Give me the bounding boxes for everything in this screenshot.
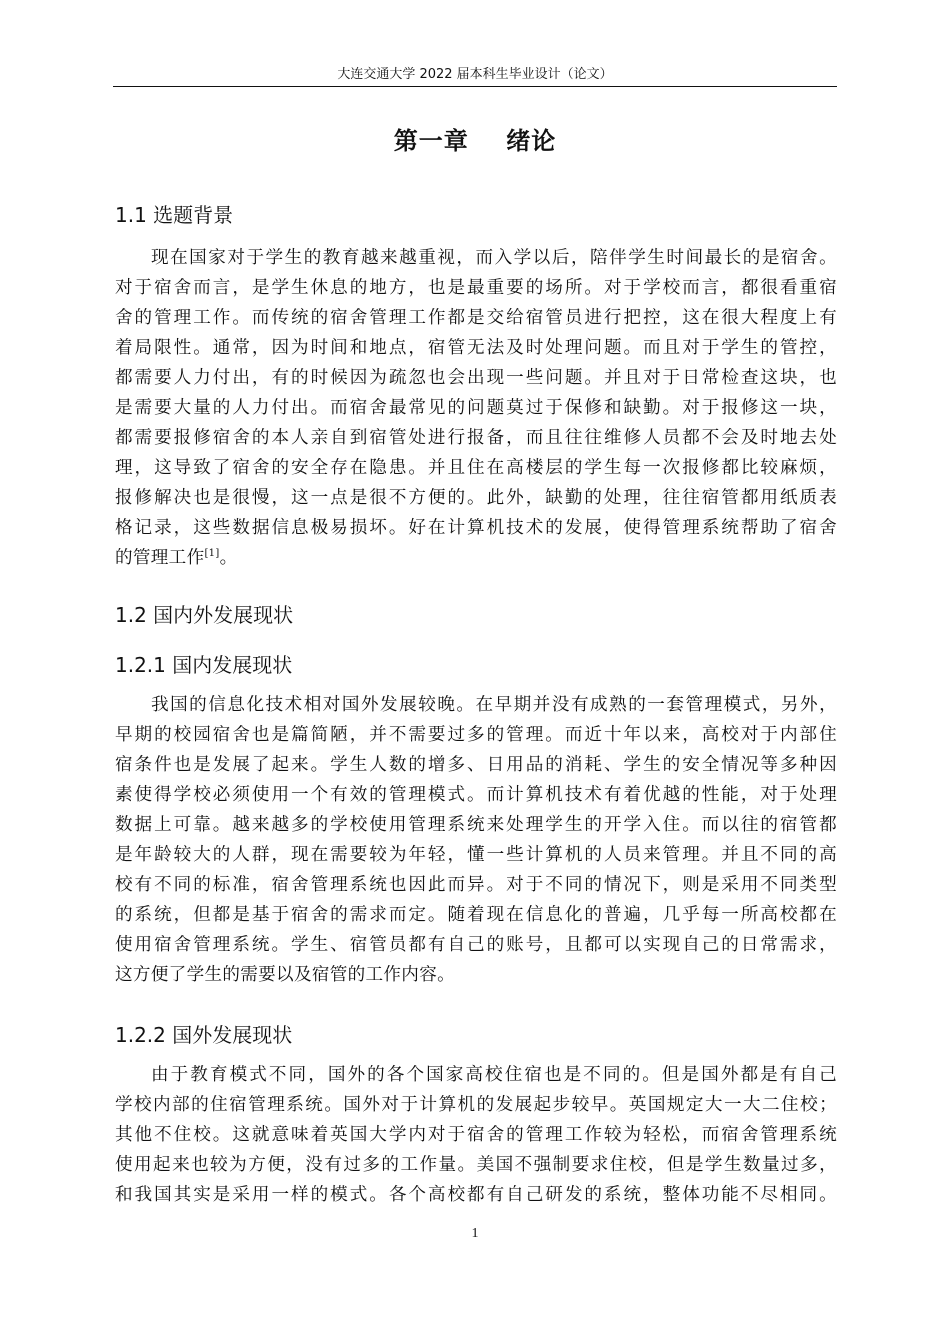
text-line: 理，这导致了宿舍的安全存在隐患。并且住在高楼层的学生每一次报修都比较麻烦， [115, 458, 837, 478]
paragraph-1-2-2 [115, 1060, 837, 1210]
text-fragment: 。 [219, 548, 238, 568]
text-line: 我国的信息化技术相对国外发展较晚。在早期并没有成熟的一套管理模式，另外， [151, 695, 837, 715]
running-header: 大连交通大学 2022 届本科生毕业设计（论文） [113, 64, 837, 87]
paragraph-1-2-1 [115, 690, 837, 990]
section-heading-1-2: 1.2 国内外发展现状 [115, 603, 294, 627]
text-line: 报修解决也是很慢，这一点是很不方便的。此外，缺勤的处理，往往宿管都用纸质表 [115, 488, 837, 508]
section-heading-1-2-2: 1.2.2 国外发展现状 [115, 1023, 293, 1047]
text-line: 这方便了学生的需要以及宿管的工作内容。 [115, 965, 455, 985]
text-fragment: 的管理工作 [115, 548, 205, 568]
text-line: 宿条件也是发展了起来。学生人数的增多、日用品的消耗、学生的安全情况等多种因 [115, 755, 837, 775]
text-line: 其他不住校。这就意味着英国大学内对于宿舍的管理工作较为轻松，而宿舍管理系统 [115, 1125, 837, 1145]
text-line: 现在国家对于学生的教育越来越重视，而入学以后，陪伴学生时间最长的是宿舍。 [151, 248, 837, 268]
text-line: 使用起来也较为方便，没有过多的工作量。美国不强制要求住校，但是学生数量过多， [115, 1155, 837, 1175]
text-line: 和我国其实是采用一样的模式。各个高校都有自己研发的系统，整体功能不尽相同。 [115, 1185, 837, 1205]
section-heading-1-1: 1.1 选题背景 [115, 203, 234, 227]
text-line: 都需要人力付出，有的时候因为疏忽也会出现一些问题。并且对于日常检查这块，也 [115, 368, 837, 388]
text-line: 舍的管理工作。而传统的宿舍管理工作都是交给宿管员进行把控，这在很大程度上有 [115, 308, 837, 328]
text-line: 使用宿舍管理系统。学生、宿管员都有自己的账号，且都可以实现自己的日常需求， [115, 935, 837, 955]
page-number: 1 [471, 1226, 479, 1241]
text-line: 格记录，这些数据信息极易损坏。好在计算机技术的发展，使得管理系统帮助了宿舍 [115, 518, 837, 538]
text-line: 对于宿舍而言，是学生休息的地方，也是最重要的场所。对于学校而言，都很看重宿 [115, 278, 837, 298]
text-line: 是需要大量的人力付出。而宿舍最常见的问题莫过于保修和缺勤。对于报修这一块， [115, 398, 837, 418]
section-heading-1-2-1: 1.2.1 国内发展现状 [115, 653, 293, 677]
citation-marker: [1] [204, 548, 220, 560]
text-line: 数据上可靠。越来越多的学校使用管理系统来处理学生的开学入住。而以往的宿管都 [115, 815, 837, 835]
text-line: 着局限性。通常，因为时间和地点，宿管无法及时处理问题。而且对于学生的管控， [115, 338, 837, 358]
text-line: 的系统，但都是基于宿舍的需求而定。随着现在信息化的普遍，几乎每一所高校都在 [115, 905, 837, 925]
text-line: 学校内部的住宿管理系统。国外对于计算机的发展起步较早。英国规定大一大二住校； [115, 1095, 837, 1115]
text-line [115, 543, 837, 573]
text-line: 是年龄较大的人群，现在需要较为年轻，懂一些计算机的人员来管理。并且不同的高 [115, 845, 837, 865]
paragraph-1-1 [115, 243, 837, 573]
chapter-title: 第一章 绪论 [393, 127, 557, 155]
text-line: 由于教育模式不同，国外的各个国家高校住宿也是不同的。但是国外都是有自己 [151, 1065, 837, 1085]
text-line: 校有不同的标准，宿舍管理系统也因此而异。对于不同的情况下，则是采用不同类型 [115, 875, 837, 895]
text-line: 素使得学校必须使用一个有效的管理模式。而计算机技术有着优越的性能，对于处理 [115, 785, 837, 805]
text-line: 早期的校园宿舍也是篇简陋，并不需要过多的管理。而近十年以来，高校对于内部住 [115, 725, 837, 745]
text-line: 都需要报修宿舍的本人亲自到宿管处进行报备，而且往往维修人员都不会及时地去处 [115, 428, 837, 448]
